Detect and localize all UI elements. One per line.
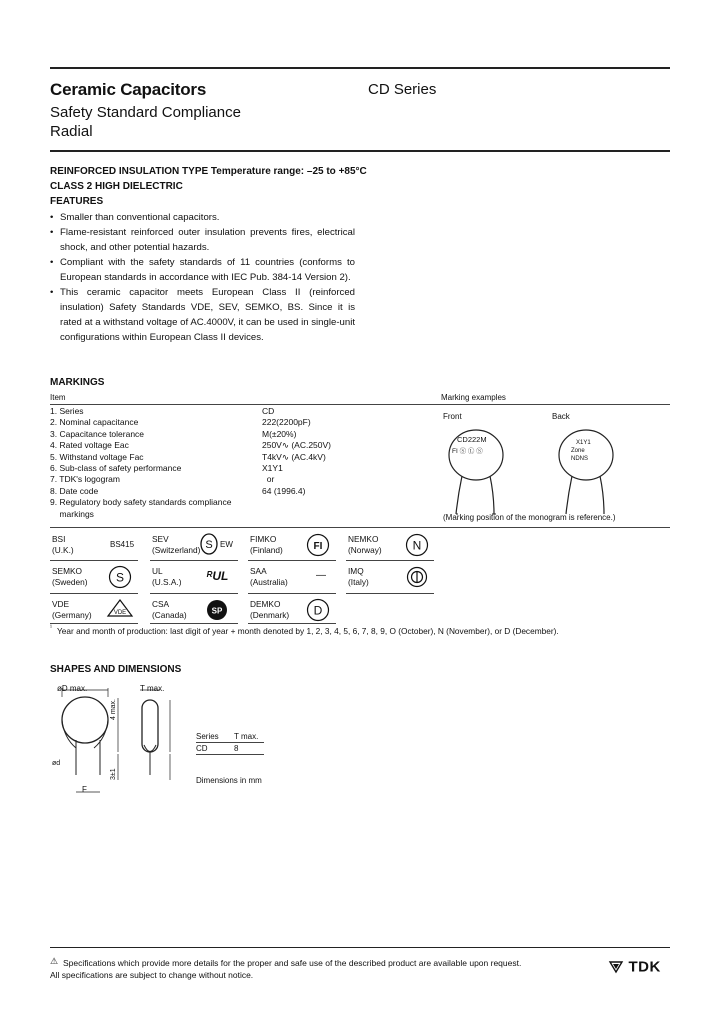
marking-item-label: 4. Rated voltage Eac bbox=[50, 440, 129, 451]
cell-rule bbox=[150, 593, 238, 594]
cell-rule bbox=[248, 560, 336, 561]
footnote-mark: ¹ bbox=[50, 625, 52, 631]
ul-mark-icon: ᴿUL bbox=[206, 569, 229, 583]
dimensions-note: Dimensions in mm bbox=[196, 776, 262, 785]
nemko-mark-icon bbox=[405, 533, 429, 557]
features-heading: FEATURES bbox=[50, 196, 104, 207]
page-title: Ceramic Capacitors bbox=[50, 80, 207, 99]
page-subtitle-1: Safety Standard Compliance bbox=[50, 104, 241, 121]
cell-rule bbox=[150, 623, 238, 624]
tdk-logo-icon bbox=[608, 960, 624, 974]
svg-text:FI: FI bbox=[313, 541, 323, 552]
feature-item: • Smaller than conventional capacitors. bbox=[50, 210, 355, 225]
marking-item-label: 8. Date code bbox=[50, 485, 99, 496]
marking-item-label: markings bbox=[50, 508, 94, 519]
cell-rule bbox=[248, 593, 336, 594]
vde-mark-icon bbox=[106, 598, 134, 618]
marking-item-label: 6. Sub-class of safety performance bbox=[50, 463, 182, 474]
svg-text:D: D bbox=[313, 603, 323, 618]
dim-table-t: 8 bbox=[234, 744, 239, 753]
insulation-type: REINFORCED INSULATION TYPE Temperature range: –25 to +85°C bbox=[50, 166, 367, 177]
standard-csa: CSA (Canada) bbox=[152, 599, 187, 620]
markings-items bbox=[50, 406, 231, 520]
marking-item-label: 3. Capacitance tolerance bbox=[50, 428, 145, 439]
back-text-1: X1Y1 bbox=[576, 440, 591, 446]
standard-sev: SEV (Switzerland) bbox=[152, 534, 201, 555]
height-label: 4 max. bbox=[110, 698, 117, 720]
top-rule bbox=[50, 67, 670, 69]
marking-item-value: X1Y1 bbox=[262, 463, 283, 474]
marking-item-value: 222(2200pF) bbox=[262, 417, 311, 428]
header-rule bbox=[50, 150, 670, 152]
standard-vde: VDE (Germany) bbox=[52, 599, 92, 620]
standard-saa: SAA (Australia) bbox=[250, 566, 288, 587]
back-label: Back bbox=[552, 412, 570, 421]
cell-rule bbox=[150, 560, 238, 561]
semko-mark-icon bbox=[108, 565, 132, 589]
feature-item: • Flame-resistant reinforced outer insulation prevents fires, electrical shock, and other potential hazards. bbox=[50, 225, 355, 255]
wire-label: ød bbox=[52, 760, 61, 767]
tdk-logo-text: TDK bbox=[628, 958, 661, 976]
csa-mark-icon bbox=[206, 599, 228, 621]
marking-item-value: or bbox=[262, 474, 280, 485]
marking-item-value: 250V∿ (AC.250V) bbox=[262, 440, 332, 451]
cell-rule bbox=[50, 593, 138, 594]
marking-item-label: 1. Series bbox=[50, 406, 84, 416]
dim-table-series: CD bbox=[196, 744, 208, 753]
sev-suffix: EW bbox=[220, 540, 233, 549]
svg-text:N: N bbox=[412, 538, 422, 553]
markings-values bbox=[262, 406, 331, 497]
sev-mark-icon bbox=[200, 533, 218, 555]
markings-heading: MARKINGS bbox=[50, 377, 105, 388]
front-label: Front bbox=[443, 412, 462, 421]
svg-text:VDE: VDE bbox=[113, 610, 127, 616]
front-text-2: FI Ⓢ Ⓛ Ⓢ bbox=[452, 448, 483, 455]
marking-item-value: CD bbox=[262, 406, 275, 416]
footer-note: All specifications are subject to change without notice. bbox=[50, 970, 254, 980]
t-max-label: T max. bbox=[140, 684, 165, 693]
standard-ul: UL (U.S.A.) bbox=[152, 566, 182, 587]
footer-rule bbox=[50, 947, 670, 948]
cell-rule bbox=[50, 560, 138, 561]
standard-semko: SEMKO (Sweden) bbox=[52, 566, 88, 587]
standard-nemko: NEMKO (Norway) bbox=[348, 534, 382, 555]
standard-fimko: FIMKO (Finland) bbox=[250, 534, 283, 555]
marking-item-label: 7. TDK's logogram bbox=[50, 474, 120, 485]
cell-rule bbox=[346, 560, 434, 561]
marking-examples-header: Marking examples bbox=[441, 393, 506, 402]
imq-mark-icon bbox=[406, 566, 428, 588]
standard-demko: DEMKO (Denmark) bbox=[250, 599, 290, 620]
dim-table-rule bbox=[196, 754, 264, 755]
standards-top-rule bbox=[50, 527, 670, 528]
marking-item-label: 9. Regulatory body safety standards compliance bbox=[50, 497, 232, 508]
marking-item-value: M(±20%) bbox=[262, 428, 297, 439]
marking-item-label: 2. Nominal capacitance bbox=[50, 417, 139, 428]
back-text-2: Zone bbox=[571, 448, 585, 454]
bsi-mark: BS415 bbox=[110, 540, 135, 549]
class-line: CLASS 2 HIGH DIELECTRIC bbox=[50, 181, 183, 192]
diameter-label: øD max. bbox=[57, 684, 88, 693]
lead-length-label: 3±1 bbox=[110, 768, 117, 780]
dim-table-header-t: T max. bbox=[234, 732, 259, 741]
marking-note: (Marking position of the monogram is reference.) bbox=[443, 513, 616, 522]
page-subtitle-2: Radial bbox=[50, 123, 93, 140]
standard-bsi: BSI (U.K.) bbox=[52, 534, 74, 555]
footer-warning: Specifications which provide more details for the proper and safe use of the described product are available upon request. bbox=[63, 958, 522, 968]
markings-header-rule bbox=[50, 404, 670, 405]
cell-rule bbox=[346, 593, 434, 594]
cell-rule bbox=[50, 623, 138, 624]
cell-rule bbox=[248, 623, 336, 624]
warning-icon: ⚠ bbox=[50, 956, 59, 966]
features-list bbox=[50, 210, 355, 345]
marking-item-value: 64 (1996.4) bbox=[262, 485, 306, 496]
saa-mark: — bbox=[316, 570, 326, 581]
markings-item-header: Item bbox=[50, 393, 66, 402]
feature-item: • This ceramic capacitor meets European Class II (reinforced insulation) Safety Standards VDE, SEV, SEMKO, BS. Since it is rated at a withstand voltage of AC.4000V, it can be used in single-unit configurations within European Class II devices. bbox=[50, 285, 355, 345]
marking-item-value: T4kV∿ (AC.4kV) bbox=[262, 451, 326, 462]
svg-text:SP: SP bbox=[211, 606, 223, 616]
shapes-heading: SHAPES AND DIMENSIONS bbox=[50, 664, 182, 675]
feature-item: • Compliant with the safety standards of 11 countries (conforms to European standards in accordance with IEC Pub. 384-14 Version 2). bbox=[50, 255, 355, 285]
demko-mark-icon bbox=[306, 598, 330, 622]
f-label: F bbox=[82, 785, 87, 794]
front-text-1: CD222M bbox=[457, 435, 487, 444]
marking-item-label: 5. Withstand voltage Fac bbox=[50, 451, 144, 462]
footnote-text: Year and month of production: last digit of year + month denoted by 1, 2, 3, 4, 5, 6, 7, 8, 9, O (October), N (November), or D (December). bbox=[57, 626, 559, 636]
dim-table-rule bbox=[196, 742, 264, 743]
back-text-3: NDNS bbox=[571, 456, 589, 462]
fimko-mark-icon bbox=[306, 533, 330, 557]
svg-text:S: S bbox=[115, 570, 125, 585]
series-name: CD Series bbox=[368, 81, 437, 98]
tdk-logo bbox=[608, 958, 661, 976]
svg-text:S: S bbox=[205, 539, 213, 551]
dim-table-header-series: Series bbox=[196, 732, 219, 741]
dimension-drawing bbox=[50, 680, 190, 800]
standard-imq: IMQ (Italy) bbox=[348, 566, 369, 587]
